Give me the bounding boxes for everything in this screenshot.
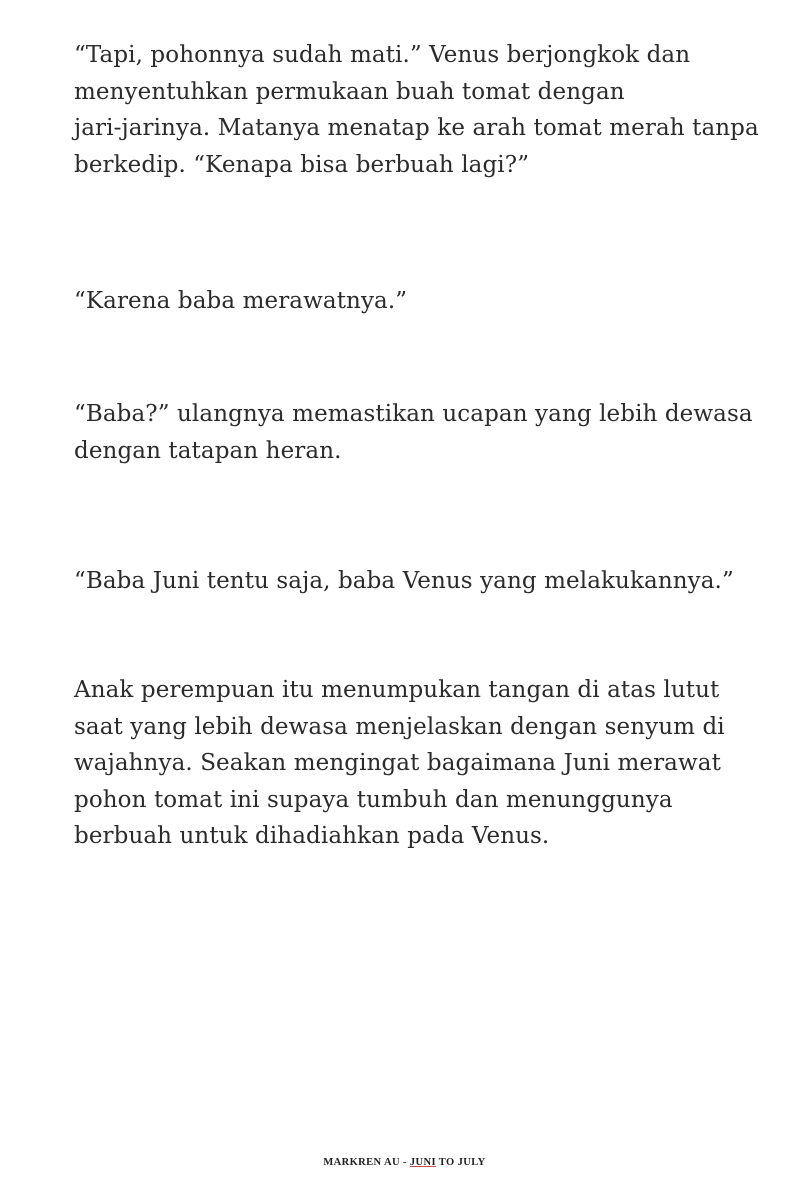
text-line: “Tapi, pohonnya sudah mati.” Venus berjongkok dan	[74, 42, 691, 68]
page-footer	[0, 1157, 809, 1168]
text-line: berkedip. “Kenapa bisa berbuah lagi?”	[74, 151, 530, 178]
paragraph-2	[74, 283, 774, 320]
paragraph-1	[74, 37, 774, 183]
footer-separator: -	[402, 1157, 407, 1168]
footer-series-title: MARKREN AU	[323, 1157, 400, 1168]
text-line: “Baba?” ulangnya memastikan ucapan yang lebih dewasa	[74, 401, 753, 427]
text-line: jari-jarinya. Matanya menatap ke arah tomat merah tanpa	[74, 115, 759, 141]
text-line: dengan tatapan heran.	[74, 437, 342, 464]
paragraph-5	[74, 672, 774, 855]
text-line: “Karena baba merawatnya.”	[74, 288, 408, 314]
footer-title-rest: TO JULY	[435, 1157, 486, 1168]
text-line: Anak perempuan itu menumpukan tangan di atas lutut	[74, 677, 720, 703]
text-line: saat yang lebih dewasa menjelaskan dengan senyum di	[74, 713, 725, 740]
paragraph-3	[74, 396, 774, 469]
text-line: pohon tomat ini supaya tumbuh dan menunggunya	[74, 786, 673, 813]
text-line: wajahnya. Seakan mengingat bagaimana Juni merawat	[74, 750, 721, 776]
paragraph-4	[74, 563, 774, 600]
footer-title-underlined: JUNI	[409, 1157, 436, 1168]
text-line: menyentuhkan permukaan buah tomat dengan	[74, 78, 625, 105]
text-line: “Baba Juni tentu saja, baba Venus yang melakukannya.”	[74, 568, 734, 594]
text-line: berbuah untuk dihadiahkan pada Venus.	[74, 823, 550, 849]
